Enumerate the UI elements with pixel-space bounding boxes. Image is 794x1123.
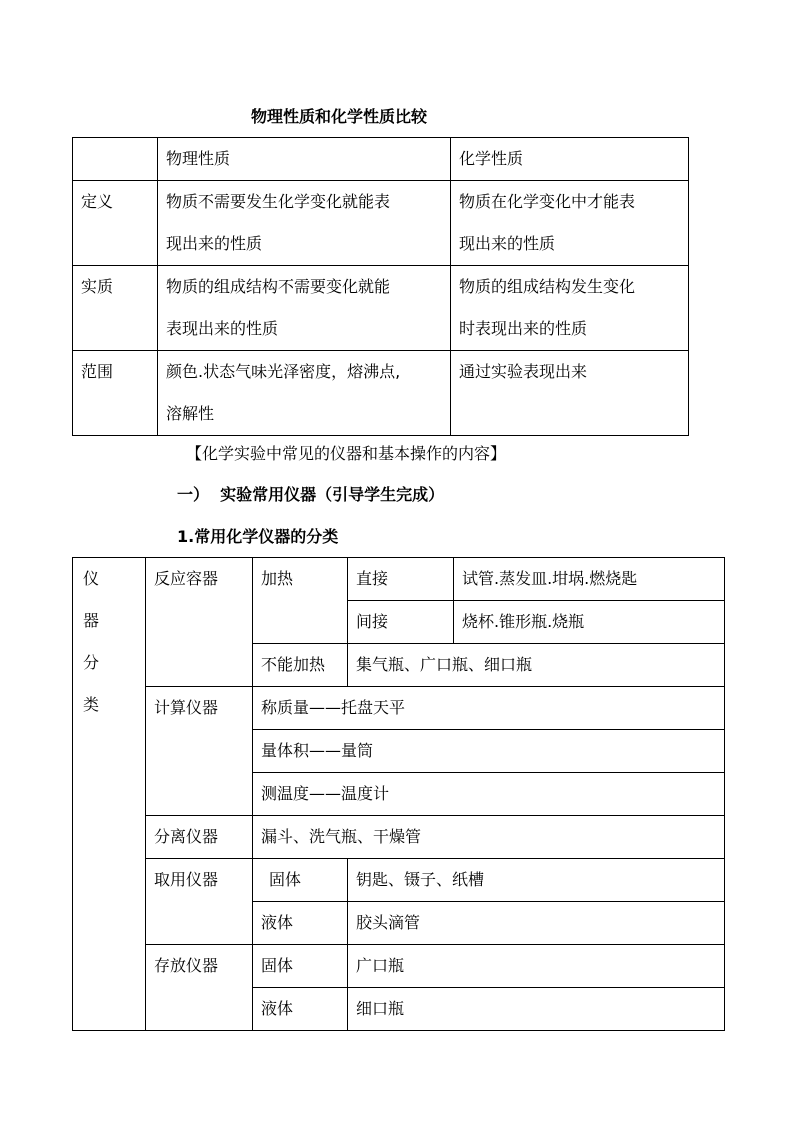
store-liquid-cell: 液体 bbox=[253, 988, 348, 1031]
section-one-heading: 一） 实验常用仪器（引导学生完成） bbox=[177, 485, 445, 504]
table-row bbox=[73, 181, 689, 266]
store-solid-cell: 固体 bbox=[253, 945, 348, 988]
take-solid-items-cell: 钥匙、镊子、纸槽 bbox=[348, 859, 725, 902]
page-title: 物理性质和化学性质比较 bbox=[251, 107, 428, 126]
take-liquid-cell: 液体 bbox=[253, 902, 348, 945]
row-label: 定义 bbox=[73, 181, 158, 266]
subsection-heading: 1.常用化学仪器的分类 bbox=[177, 527, 339, 546]
chemical-cell: 物质在化学变化中才能表 现出来的性质 bbox=[451, 181, 689, 266]
physical-cell: 物质的组成结构不需要变化就能 表现出来的性质 bbox=[158, 266, 451, 351]
take-solid-cell: 固体 bbox=[253, 859, 348, 902]
vertical-label-cell: 仪 器 分 类 bbox=[73, 558, 146, 1031]
store-solid-items-cell: 广口瓶 bbox=[348, 945, 725, 988]
mass-cell: 称质量——托盘天平 bbox=[253, 687, 725, 730]
measure-cell: 计算仪器 bbox=[146, 687, 253, 816]
table-row bbox=[73, 351, 689, 436]
reaction-container-cell: 反应容器 bbox=[146, 558, 253, 687]
volume-cell: 量体积——量筒 bbox=[253, 730, 725, 773]
heat-cell: 加热 bbox=[253, 558, 348, 644]
indirect-items-cell: 烧杯.锥形瓶.烧瓶 bbox=[454, 601, 725, 644]
section-heading: 【化学实验中常见的仪器和基本操作的内容】 bbox=[186, 444, 507, 463]
header-cell-empty bbox=[73, 138, 158, 181]
chemical-cell: 通过实验表现出来 bbox=[451, 351, 689, 436]
store-cell: 存放仪器 bbox=[146, 945, 253, 1031]
indirect-cell: 间接 bbox=[348, 601, 454, 644]
separate-cell: 分离仪器 bbox=[146, 816, 253, 859]
classification-table bbox=[72, 557, 725, 1031]
comparison-table bbox=[72, 137, 689, 436]
table-row bbox=[73, 266, 689, 351]
row-label: 范围 bbox=[73, 351, 158, 436]
physical-cell: 颜色.状态气味光泽密度，熔沸点, 溶解性 bbox=[158, 351, 451, 436]
take-liquid-items-cell: 胶头滴管 bbox=[348, 902, 725, 945]
store-liquid-items-cell: 细口瓶 bbox=[348, 988, 725, 1031]
no-heat-cell: 不能加热 bbox=[253, 644, 348, 687]
separate-items-cell: 漏斗、洗气瓶、干燥管 bbox=[253, 816, 725, 859]
direct-cell: 直接 bbox=[348, 558, 454, 601]
take-cell: 取用仪器 bbox=[146, 859, 253, 945]
header-cell-physical: 物理性质 bbox=[158, 138, 451, 181]
no-heat-items-cell: 集气瓶、广口瓶、细口瓶 bbox=[348, 644, 725, 687]
header-cell-chemical: 化学性质 bbox=[451, 138, 689, 181]
chemical-cell: 物质的组成结构发生变化 时表现出来的性质 bbox=[451, 266, 689, 351]
table-header-row bbox=[73, 138, 689, 181]
row-label: 实质 bbox=[73, 266, 158, 351]
physical-cell: 物质不需要发生化学变化就能表 现出来的性质 bbox=[158, 181, 451, 266]
temperature-cell: 测温度——温度计 bbox=[253, 773, 725, 816]
direct-items-cell: 试管.蒸发皿.坩埚.燃烧匙 bbox=[454, 558, 725, 601]
